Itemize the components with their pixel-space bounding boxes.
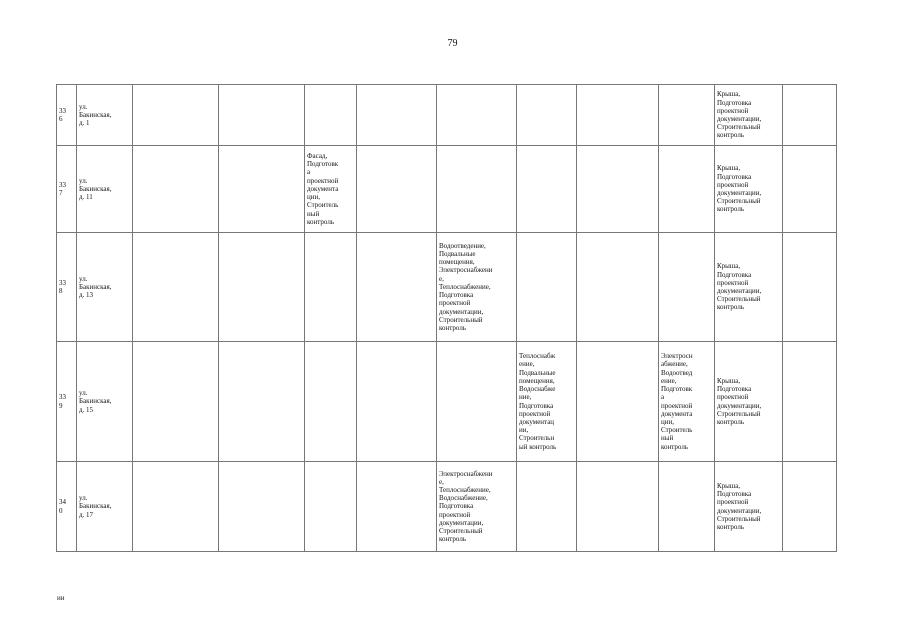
work-cell xyxy=(659,85,715,146)
work-cell: Крыша, Подготовка проектной документации, Строительный контроль xyxy=(715,342,783,462)
work-cell xyxy=(783,342,837,462)
address-cell: ул. Бакинская, д. 11 xyxy=(77,146,133,233)
table-row xyxy=(57,462,837,552)
work-cell xyxy=(133,233,219,342)
work-cell: Крыша, Подготовка проектной документации, Строительный контроль xyxy=(715,85,783,146)
works-register-table xyxy=(56,84,837,552)
work-cell: Водоотведение, Подвальные помещения, Электроснабжени е, Теплоснабжение, Подготовка проектной документации, Строительный контроль xyxy=(437,233,517,342)
work-cell xyxy=(133,342,219,462)
row-number-cell: 33 7 xyxy=(57,146,77,233)
work-cell xyxy=(219,233,305,342)
work-cell xyxy=(219,85,305,146)
work-cell xyxy=(133,462,219,552)
work-cell xyxy=(219,342,305,462)
page-number: 79 xyxy=(447,38,458,49)
work-cell: Электроснабжени е, Теплоснабжение, Водоснабжение, Подготовка проектной документации, Строительный контроль xyxy=(437,462,517,552)
work-cell xyxy=(305,462,357,552)
work-cell xyxy=(437,85,517,146)
address-cell: ул. Бакинская, д. 1 xyxy=(77,85,133,146)
work-cell xyxy=(517,85,577,146)
work-cell xyxy=(577,462,659,552)
table-row xyxy=(57,233,837,342)
work-cell xyxy=(783,146,837,233)
work-cell xyxy=(577,233,659,342)
row-number-cell: 33 6 xyxy=(57,85,77,146)
work-cell xyxy=(659,146,715,233)
work-cell xyxy=(659,233,715,342)
work-cell xyxy=(357,146,437,233)
row-number-cell: 33 8 xyxy=(57,233,77,342)
work-cell: Крыша, Подготовка проектной документации, Строительный контроль xyxy=(715,233,783,342)
work-cell xyxy=(437,146,517,233)
address-cell: ул. Бакинская, д. 17 xyxy=(77,462,133,552)
work-cell xyxy=(577,146,659,233)
work-cell xyxy=(357,85,437,146)
work-cell xyxy=(219,462,305,552)
work-cell xyxy=(305,342,357,462)
address-cell: ул. Бакинская, д. 15 xyxy=(77,342,133,462)
address-cell: ул. Бакинская, д. 13 xyxy=(77,233,133,342)
work-cell: Фасад, Подготовк а проектной документа ции, Строитель ный контроль xyxy=(305,146,357,233)
work-cell xyxy=(437,342,517,462)
work-cell: Электросн абжение, Водоотвед ение, Подготовк а проектной документа ции, Строитель ный контроль xyxy=(659,342,715,462)
work-cell xyxy=(305,85,357,146)
work-cell xyxy=(133,85,219,146)
work-cell xyxy=(577,342,659,462)
work-cell xyxy=(133,146,219,233)
work-cell xyxy=(357,462,437,552)
work-cell xyxy=(357,233,437,342)
work-cell xyxy=(783,233,837,342)
footer-mark: ии xyxy=(57,594,65,602)
work-cell xyxy=(305,233,357,342)
work-cell xyxy=(659,462,715,552)
work-cell xyxy=(517,233,577,342)
work-cell xyxy=(219,146,305,233)
work-cell: Крыша, Подготовка проектной документации, Строительный контроль xyxy=(715,462,783,552)
work-cell xyxy=(783,85,837,146)
work-cell xyxy=(357,342,437,462)
work-cell xyxy=(577,85,659,146)
table-row xyxy=(57,85,837,146)
work-cell xyxy=(517,146,577,233)
table-row xyxy=(57,342,837,462)
work-cell: Крыша, Подготовка проектной документации, Строительный контроль xyxy=(715,146,783,233)
work-cell xyxy=(783,462,837,552)
row-number-cell: 33 9 xyxy=(57,342,77,462)
table-row xyxy=(57,146,837,233)
work-cell: Теплоснабж ение, Подвальные помещения, Водоснабже ние, Подготовка проектной документац ии, Строительн ый контроль xyxy=(517,342,577,462)
work-cell xyxy=(517,462,577,552)
row-number-cell: 34 0 xyxy=(57,462,77,552)
